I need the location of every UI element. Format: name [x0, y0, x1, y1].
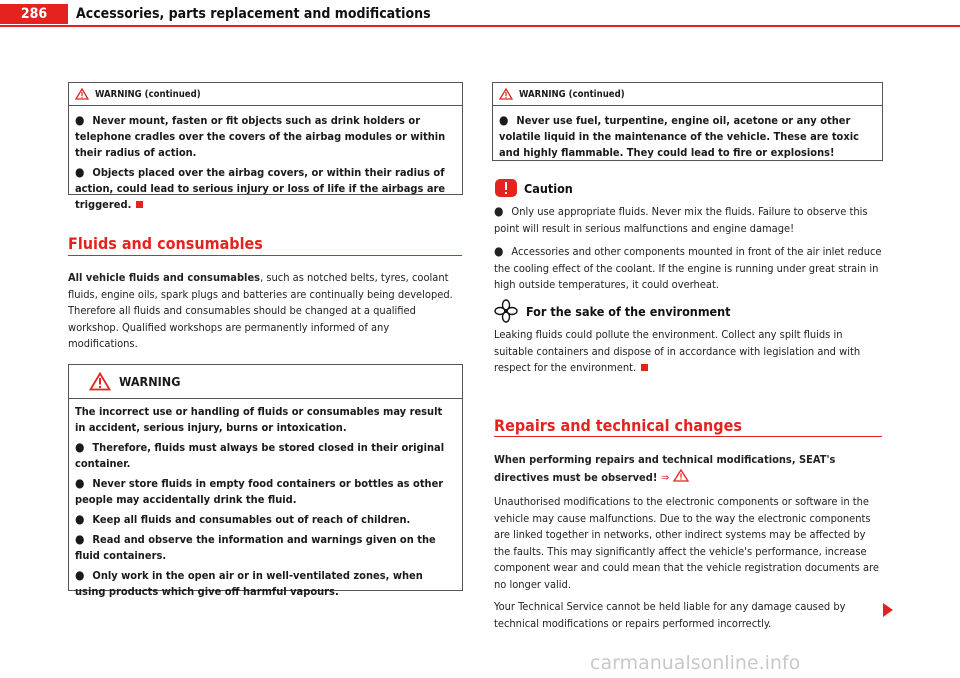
- bullet-item: ● Only work in the open air or in well-ventilated zones, when using products which give off harmful vapours.: [75, 568, 423, 598]
- next-page-arrow-icon[interactable]: [883, 603, 893, 617]
- environment-flower-icon: [494, 299, 518, 323]
- bullet-item: ● Never store fluids in empty food containers or bottles as other people may accidentally drink the fluid.: [75, 476, 444, 506]
- warning-continued-box-left: [68, 82, 463, 211]
- bullet-item: ● Never mount, fasten or fit objects such as drink holders or telephone cradles over the covers of the airbag modules or within their radius of action.: [75, 113, 446, 159]
- warning-triangle-icon: [499, 88, 513, 100]
- caution-icon: [494, 178, 518, 198]
- warning-triangle-icon: [89, 372, 111, 391]
- bullet-item: ● Never use fuel, turpentine, engine oil, acetone or any other volatile liquid in the maintenance of the vehicle. These are toxic and highly flammable. They could lead to fire or explosions!: [499, 113, 859, 159]
- bullet-item: ● Only use appropriate fluids. Never mix the fluids. Failure to observe this point will result in serious malfunctions and engine damage!: [494, 204, 868, 235]
- warning-continued-header: [493, 83, 882, 106]
- watermark: carmanualsonline.info: [590, 652, 801, 674]
- caution-heading: [494, 178, 573, 198]
- section-title-fluids: Fluids and consumables: [68, 234, 263, 253]
- fluids-lead-text: , such as notched belts, tyres, coolant fluids, engine oils, spark plugs and batteries are continually being developed. Therefore all fluids and consumables should be changed at a qualified workshop. Qualified workshops are permanently informed of any modifications.: [68, 271, 453, 350]
- repairs-paragraph-1: Unauthorised modifications to the electronic components or software in the vehicle may cause malfunctions. Due to the way the electronic components are linked together in networks, other indirect systems may be affected by the faults. This may significantly affect the vehicle's performance, increase component wear and could mean that the vehicle registration documents are no longer valid.: [494, 495, 879, 591]
- warning-continued-box-right: [492, 82, 883, 161]
- fluids-lead-bold: All vehicle fluids and consumables: [68, 271, 261, 284]
- environment-body: Leaking fluids could pollute the environment. Collect any spilt fluids in suitable containers and dispose of in accordance with legislation and with respect for the environment.: [494, 328, 861, 374]
- warning-continued-title: WARNING (continued): [519, 88, 625, 100]
- end-of-section-marker: [136, 201, 143, 208]
- section-title-repairs: Repairs and technical changes: [494, 416, 742, 435]
- end-of-section-marker: [641, 364, 648, 371]
- repairs-lead: When performing repairs and technical modifications, SEAT's directives must be observed! ⇒: [494, 453, 836, 484]
- page-header-title: Accessories, parts replacement and modifications: [76, 6, 431, 22]
- repairs-paragraph-2: Your Technical Service cannot be held liable for any damage caused by technical modifications or repairs performed incorrectly.: [494, 600, 846, 630]
- repairs-body: [494, 452, 882, 638]
- page-header: [0, 0, 960, 26]
- bullet-item: ● Objects placed over the airbag covers, or within their radius of action, could lead to serious injury or loss of life if the airbags are triggered.: [75, 165, 446, 211]
- warning-header: [69, 365, 462, 399]
- warning-title: WARNING: [119, 374, 181, 389]
- bullet-item: ● Read and observe the information and warnings given on the fluid containers.: [75, 532, 436, 562]
- section-rule: [68, 255, 462, 256]
- bullet-item: ● Therefore, fluids must always be stored closed in their original container.: [75, 440, 445, 470]
- warning-continued-header: [69, 83, 462, 106]
- section-rule: [494, 436, 882, 437]
- bullet-item: ● Accessories and other components mounted in front of the air inlet reduce the cooling effect of the coolant. If the engine is running under great strain in high outside temperatures, it could overheat.: [494, 244, 882, 291]
- header-rule: [0, 25, 960, 27]
- fluids-paragraph: [68, 270, 462, 359]
- page-number: 286: [0, 4, 68, 24]
- warning-triangle-icon[interactable]: [673, 469, 689, 482]
- warning-triangle-icon: [75, 88, 89, 100]
- warning-box: [68, 364, 463, 598]
- reference-arrow: ⇒: [660, 470, 670, 484]
- caution-body: [494, 203, 882, 300]
- bullet-item: ● Keep all fluids and consumables out of reach of children.: [75, 512, 411, 526]
- warning-intro: The incorrect use or handling of fluids or consumables may result in accident, serious injury, burns or intoxication.: [75, 405, 443, 434]
- caution-title: Caution: [524, 180, 573, 196]
- warning-continued-title: WARNING (continued): [95, 88, 201, 100]
- environment-title: For the sake of the environment: [526, 303, 731, 319]
- environment-heading: [494, 299, 731, 323]
